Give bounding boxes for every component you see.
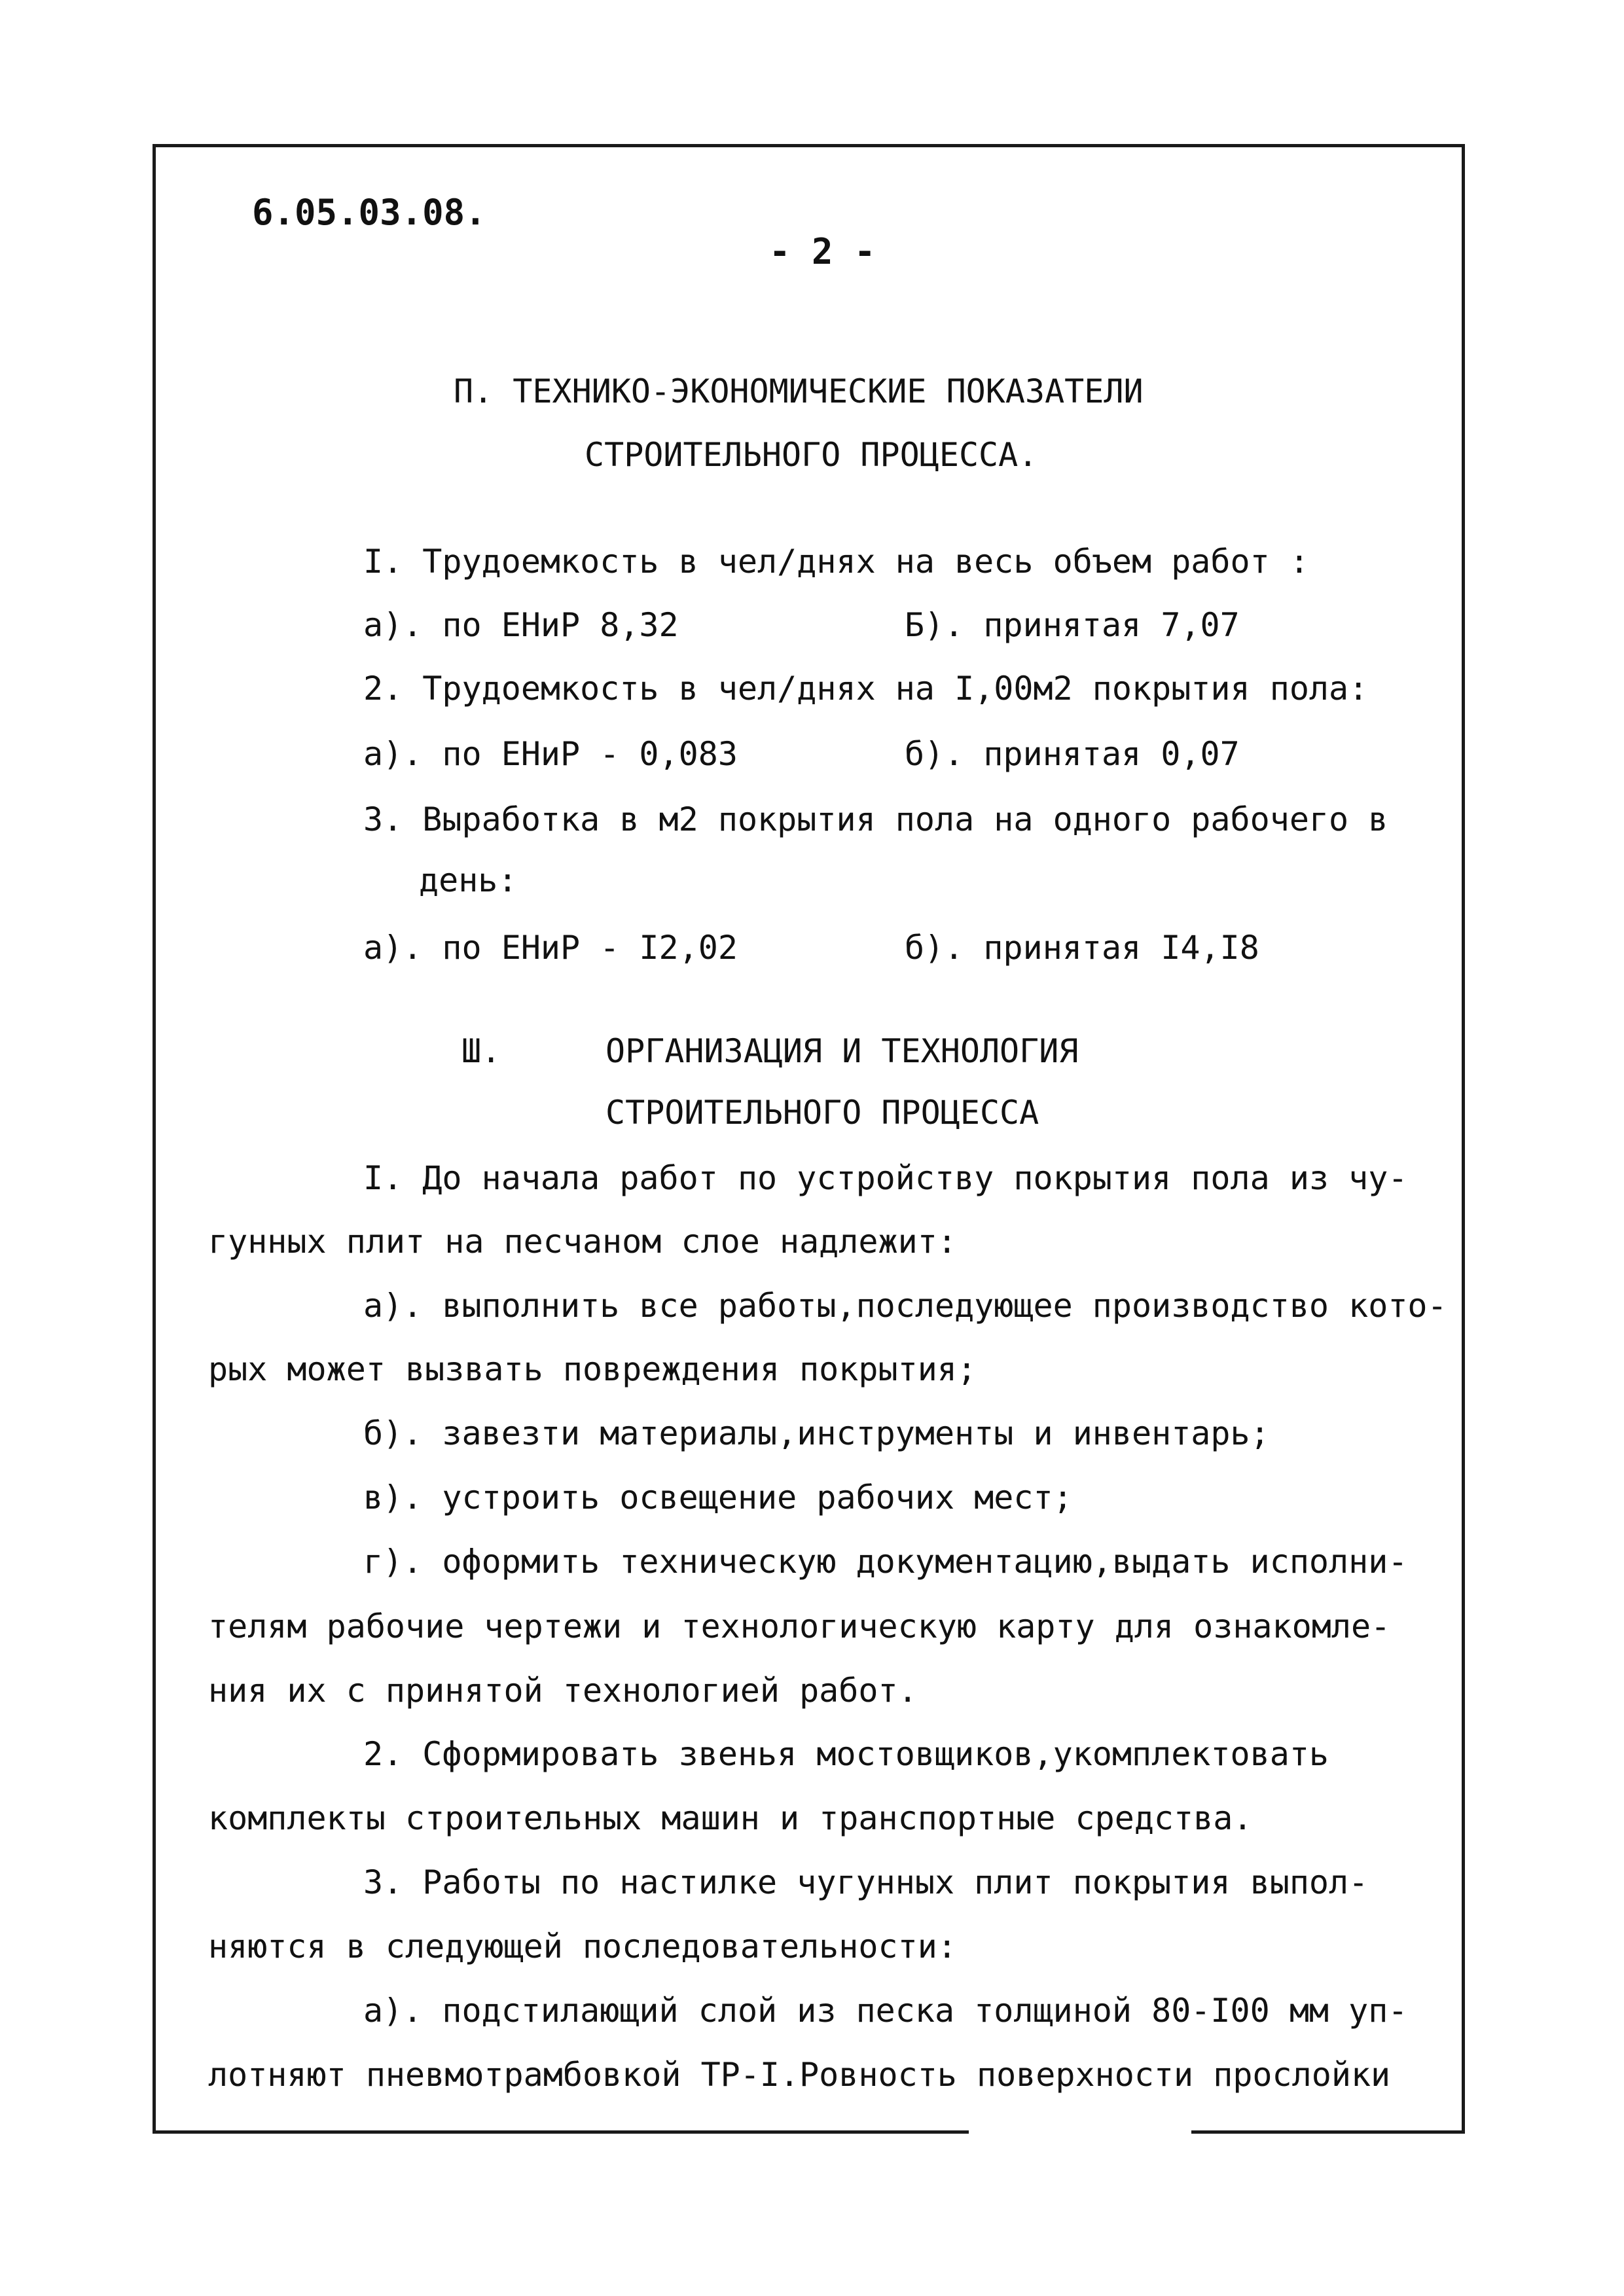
- body-line: лотняют пневмотрамбовкой ТР-I.Ровность поверхности прослойки: [208, 2056, 1391, 2094]
- body-line: I. До начала работ по устройству покрытия пола из чу-: [363, 1159, 1408, 1197]
- body-line: ния их с принятой технологией работ.: [208, 1672, 918, 1710]
- section3-title-line2: СТРОИТЕЛЬНОГО ПРОЦЕССА: [605, 1094, 1039, 1132]
- document-code: 6.05.03.08.: [252, 192, 486, 233]
- item1-b: Б). принятая 7,07: [905, 606, 1240, 644]
- item2-a: а). по ЕНиР - 0,083: [363, 735, 738, 773]
- item3-a: а). по ЕНиР - I2,02: [363, 929, 738, 967]
- item1-text: I. Трудоемкость в чел/днях на весь объем работ :: [363, 543, 1309, 581]
- body-line: 2. Сформировать звенья мостовщиков,укомплектовать: [363, 1735, 1329, 1773]
- body-line: 3. Работы по настилке чугунных плит покрытия выпол-: [363, 1863, 1369, 1901]
- section3-roman: Ш.: [461, 1032, 501, 1070]
- body-line: б). завезти материалы,инструменты и инвентарь;: [363, 1414, 1270, 1452]
- body-line: а). подстилающий слой из песка толщиной 80-I00 мм уп-: [363, 1992, 1408, 2030]
- item2-b: б). принятая 0,07: [905, 735, 1240, 773]
- section3-title-line1: ОРГАНИЗАЦИЯ И ТЕХНОЛОГИЯ: [605, 1032, 1079, 1070]
- body-line: рых может вызвать повреждения покрытия;: [208, 1350, 977, 1388]
- body-line: а). выполнить все работы,последующее производство кото-: [363, 1287, 1447, 1325]
- item3-line1: 3. Выработка в м2 покрытия пола на одного рабочего в: [363, 800, 1388, 838]
- item2-text: 2. Трудоемкость в чел/днях на I,00м2 покрытия пола:: [363, 670, 1369, 708]
- item3-line2: день:: [419, 861, 518, 899]
- body-line: няются в следующей последовательности:: [208, 1928, 957, 1965]
- body-line: гунных плит на песчаном слое надлежит:: [208, 1223, 957, 1261]
- section2-title-line2: СТРОИТЕЛЬНОГО ПРОЦЕССА.: [585, 436, 1038, 474]
- body-line: комплекты строительных машин и транспортные средства.: [208, 1799, 1253, 1837]
- border-gap: [969, 2127, 1191, 2136]
- body-line: в). устроить освещение рабочих мест;: [363, 1479, 1073, 1516]
- body-line: г). оформить техническую документацию,выдать исполни-: [363, 1543, 1408, 1581]
- item1-a: а). по ЕНиР 8,32: [363, 606, 679, 644]
- page-number: - 2 -: [769, 231, 876, 272]
- item3-b: б). принятая I4,I8: [905, 929, 1259, 967]
- body-line: телям рабочие чертежи и технологическую карту для ознакомле-: [208, 1607, 1391, 1645]
- section2-title-line1: П. ТЕХНИКО-ЭКОНОМИЧЕСКИЕ ПОКАЗАТЕЛИ: [454, 372, 1144, 410]
